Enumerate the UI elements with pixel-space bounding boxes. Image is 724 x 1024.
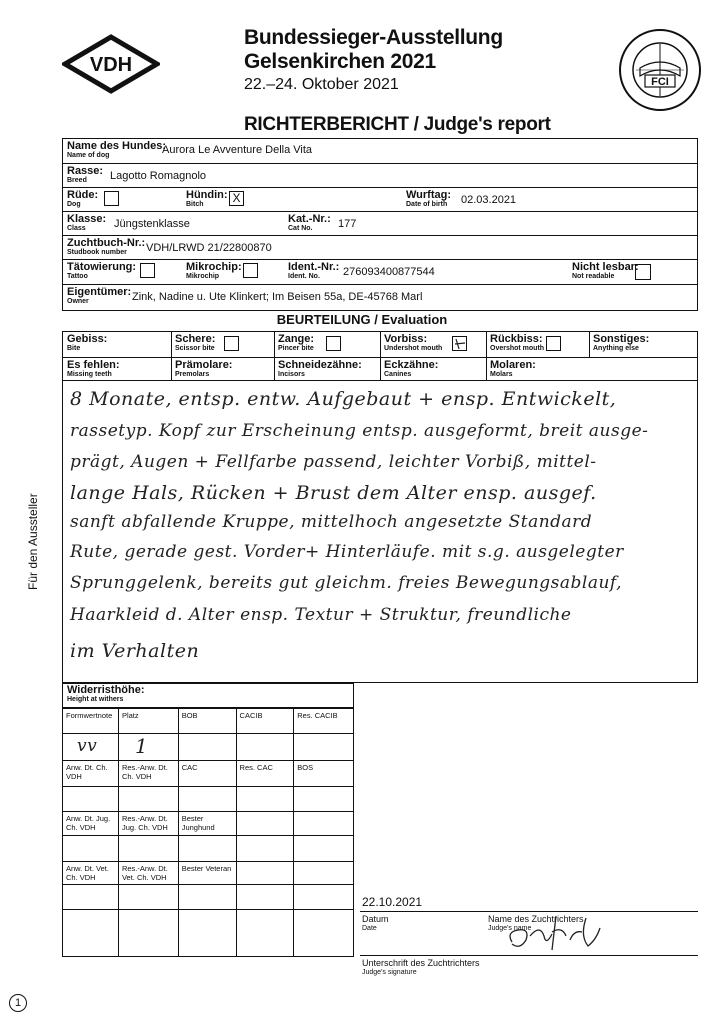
dog-checkbox[interactable] [104,191,119,206]
evaluation-line: im Verhalten [70,640,200,662]
evaluation-line: 8 Monate, entsp. entw. Aufgebaut + ensp. Entwickelt, [70,388,617,410]
breed-field: Rasse: Breed [67,165,104,184]
awards-cell: Bester Junghund [178,812,236,836]
report-title: RICHTERBERICHT / Judge's report [244,114,551,135]
evaluation-block [62,331,698,683]
catalog-value: 177 [338,218,357,230]
awards-cell [63,787,119,812]
dob-value: 02.03.2021 [461,194,517,206]
page-number: 1 [9,994,27,1012]
awards-cell [294,787,354,812]
evaluation-line: Sprunggelenk, bereits gut gleichm. freies Bewegungsablauf, [70,573,623,593]
owner-value: Zink, Nadine u. Ute Klinkert; Im Beisen 55a, DE-45768 Marl [132,291,423,303]
awards-cell [236,885,294,910]
dog-name-field: Name des Hundes: Name of dog [67,140,167,159]
awards-cell: BOS [294,761,354,787]
breed-value: Lagotto Romagnolo [110,170,207,182]
awards-cell [178,787,236,812]
awards-cell: Res.-Anw. Dt. Jug. Ch. VDH [118,812,178,836]
show-dates: 22.–24. Oktober 2021 [244,76,399,93]
svg-text:FCI: FCI [651,76,669,88]
tattoo-field: Tätowierung: Tattoo [67,261,137,280]
awards-cell: Anw. Dt. Ch. VDH [63,761,119,787]
pincer-checkbox[interactable] [326,336,341,351]
awards-cell: Res. CACIB [294,709,354,734]
studbook-field: Zuchtbuch-Nr.: Studbook number [67,237,146,256]
canines-field: Eckzähne: Canines [384,359,439,378]
height-field: Widerristhöhe: Height at withers [67,684,145,703]
judge-signature [500,906,610,956]
ident-value: 276093400877544 [343,266,435,278]
awards-cell: BOB [178,709,236,734]
awards-cell: Res. CAC [236,761,294,787]
evaluation-line: lange Hals, Rücken + Brust dem Alter ensp. ausgef. [70,482,597,504]
show-title: Bundessieger-Ausstellung [244,26,503,49]
other-field: Sonstiges: Anything else [593,333,650,352]
awards-cell [236,836,294,862]
date-label: Datum Date [362,914,389,932]
dog-sex-field: Rüde: Dog [67,189,99,208]
overshot-checkbox[interactable] [546,336,561,351]
awards-cell [236,812,294,836]
awards-cell [236,910,294,957]
awards-cell [294,910,354,957]
awards-cell [294,836,354,862]
awards-cell: Anw. Dt. Jug. Ch. VDH [63,812,119,836]
evaluation-title: BEURTEILUNG / Evaluation [276,312,448,327]
bite-field: Gebiss: Bite [67,333,108,352]
evaluation-line: prägt, Augen + Fellfarbe passend, leichter Vorbiß, mittel- [70,452,597,472]
awards-cell: Platz [118,709,178,734]
dob-field: Wurftag: Date of birth [406,189,452,208]
undershot-checkbox[interactable] [452,336,467,351]
awards-cell [178,836,236,862]
awards-cell [236,734,294,761]
signature-label: Unterschrift des Zuchtrichters Judge's signature [362,958,480,976]
awards-cell [294,812,354,836]
awards-cell [178,910,236,957]
awards-cell [178,734,236,761]
date-value: 22.10.2021 [362,895,423,909]
awards-cell [118,910,178,957]
class-value: Jüngstenklasse [114,218,190,230]
evaluation-line: Haarkleid d. Alter ensp. Textur + Struktur, freundliche [70,605,572,625]
grade-value: vv [63,734,119,761]
unreadable-field: Nicht lesbar: Not readable [572,261,639,280]
unreadable-checkbox[interactable] [635,264,651,280]
overshot-field: Rückbiss: Overshot mouth [490,333,545,352]
evaluation-line: rassetyp. Kopf zur Erscheinung entsp. ausgeformt, breit ausge- [70,421,649,441]
bitch-field: Hündin: Bitch [186,189,228,208]
ident-field: Ident.-Nr.: Ident. No. [288,261,340,280]
awards-cell [118,836,178,862]
awards-cell [63,885,119,910]
awards-cell [118,787,178,812]
awards-cell [178,885,236,910]
incisors-field: Schneidezähne: Incisors [278,359,362,378]
awards-cell: Bester Veteran [178,862,236,885]
side-label: Für den Aussteller [26,493,40,590]
judge-name-label: Name des Zuchtrichters Judge's name [488,914,584,932]
molars-field: Molaren: Molars [490,359,536,378]
awards-cell: Res.-Anw. Dt. Vet. Ch. VDH [118,862,178,885]
awards-cell [294,734,354,761]
chip-field: Mikrochip: Mikrochip [186,261,242,280]
scissor-checkbox[interactable] [224,336,239,351]
placement-value: 1 [118,734,178,761]
studbook-value: VDH/LRWD 21/22800870 [146,242,272,254]
awards-cell [236,862,294,885]
awards-cell: Res.-Anw. Dt. Ch. VDH [118,761,178,787]
bitch-checkbox[interactable]: X [229,191,244,206]
awards-cell: Anw. Dt. Vet. Ch. VDH [63,862,119,885]
evaluation-line: sanft abfallende Kruppe, mittelhoch angesetzte Standard [70,512,593,532]
awards-cell [63,836,119,862]
awards-cell: Formwertnote [63,709,119,734]
evaluation-line: Rute, gerade gest. Vorder+ Hinterläufe. mit s.g. ausgelegter [70,542,624,562]
awards-cell [118,885,178,910]
dog-name-value: Aurora Le Avventure Della Vita [162,144,313,156]
catalog-field: Kat.-Nr.: Cat No. [288,213,331,232]
vdh-logo [62,34,160,94]
scissor-field: Schere: Scissor bite [175,333,216,352]
class-field: Klasse: Class [67,213,107,232]
missing-teeth-field: Es fehlen: Missing teeth [67,359,120,378]
premolars-field: Prämolare: Premolars [175,359,233,378]
undershot-field: Vorbiss: Undershot mouth [384,333,443,352]
show-location: Gelsenkirchen 2021 [244,50,436,73]
awards-cell [236,787,294,812]
awards-cell: CACIB [236,709,294,734]
pincer-field: Zange: Pincer bite [278,333,315,352]
chip-checkbox[interactable] [243,263,258,278]
awards-cell [63,910,119,957]
owner-field: Eigentümer: Owner [67,286,132,305]
awards-table [62,708,354,957]
svg-text:VDH: VDH [89,54,133,76]
fci-logo [618,28,702,112]
awards-cell [294,862,354,885]
tattoo-checkbox[interactable] [140,263,155,278]
awards-cell [294,885,354,910]
awards-cell: CAC [178,761,236,787]
